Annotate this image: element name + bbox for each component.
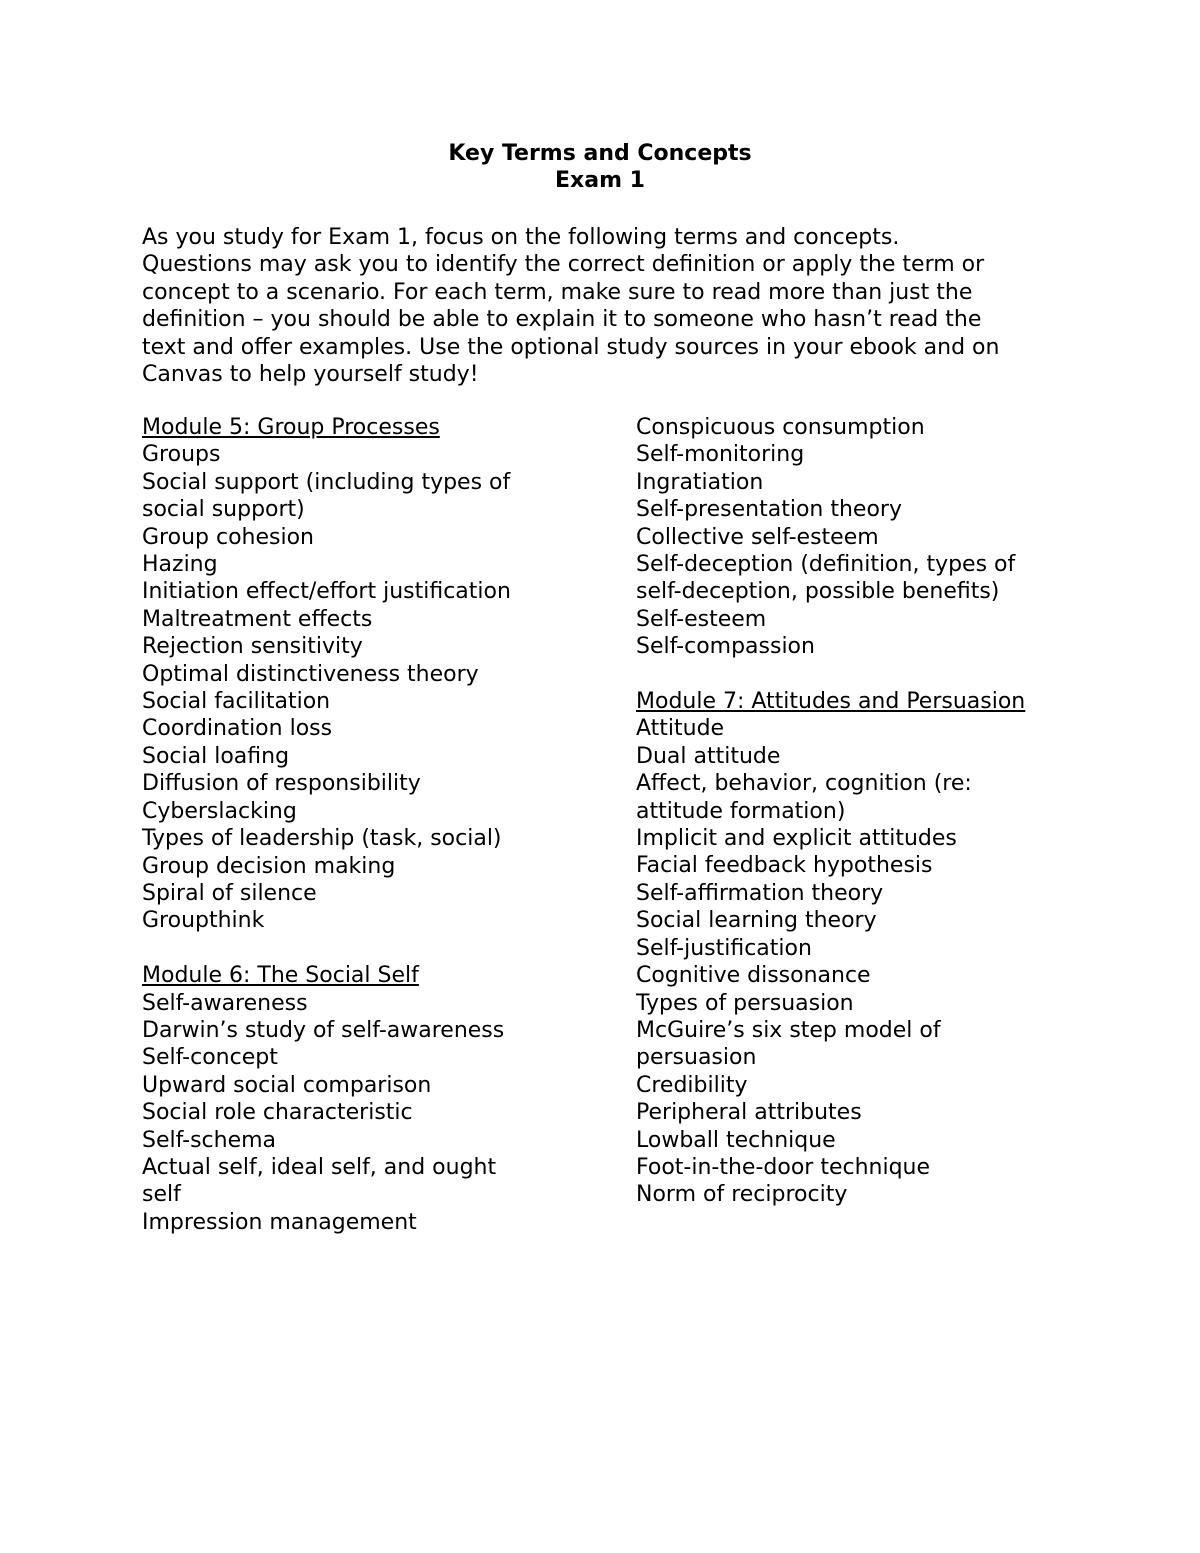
term-item: Types of persuasion: [636, 990, 854, 1016]
term-item: Dual attitude: [636, 743, 781, 769]
intro-line: Questions may ask you to identify the correct definition or apply the term or: [142, 252, 985, 278]
term-item: Social loafing: [142, 743, 290, 769]
term-item: Conspicuous consumption: [636, 415, 925, 440]
term-item: Self-presentation theory: [636, 497, 902, 523]
term-item: Initiation effect/effort justification: [142, 579, 511, 605]
term-item: Hazing: [142, 552, 218, 578]
page-title: Key Terms and Concepts: [448, 141, 752, 166]
term-item: Self-compassion: [636, 634, 815, 660]
term-item: attitude formation): [636, 798, 846, 824]
term-item: social support): [142, 497, 305, 523]
term-item: Diffusion of responsibility: [142, 771, 421, 797]
section-spacer: [142, 935, 612, 962]
term-item: Social facilitation: [142, 689, 331, 715]
term-item: Collective self-esteem: [636, 524, 879, 550]
term-item: Self-monitoring: [636, 442, 805, 468]
term-item: Groups: [142, 442, 221, 468]
term-item: Groupthink: [142, 908, 265, 934]
term-item: Group decision making: [142, 853, 396, 879]
term-item: Upward social comparison: [142, 1072, 432, 1098]
term-item: Optimal distinctiveness theory: [142, 661, 479, 687]
term-item: Social support (including types of: [142, 469, 511, 495]
term-item: Affect, behavior, cognition (re:: [636, 771, 972, 797]
section-spacer: [636, 661, 1106, 688]
term-item: Impression management: [142, 1209, 417, 1235]
term-item: self-deception, possible benefits): [636, 579, 1000, 605]
term-item: Group cohesion: [142, 524, 314, 550]
intro-line: As you study for Exam 1, focus on the following terms and concepts.: [142, 225, 900, 250]
term-item: Cognitive dissonance: [636, 963, 871, 989]
term-item: Coordination loss: [142, 716, 333, 742]
term-item: Spiral of silence: [142, 880, 317, 906]
module6-heading: Module 6: The Social Self: [142, 963, 419, 989]
term-item: Cyberslacking: [142, 798, 297, 824]
intro-paragraph: [142, 224, 1072, 388]
term-item: Implicit and explicit attitudes: [636, 826, 957, 852]
term-item: Social role characteristic: [142, 1100, 413, 1126]
right-column: [636, 414, 1106, 1209]
module5-heading: Module 5: Group Processes: [142, 415, 440, 440]
term-item: Ingratiation: [636, 469, 764, 495]
term-item: Self-schema: [142, 1127, 277, 1153]
term-item: Self-justification: [636, 935, 812, 961]
term-item: Facial feedback hypothesis: [636, 853, 933, 879]
term-item: self: [142, 1182, 181, 1208]
term-item: Norm of reciprocity: [636, 1182, 848, 1208]
term-item: Social learning theory: [636, 908, 877, 934]
title-block: [0, 140, 1200, 195]
intro-line: concept to a scenario. For each term, make sure to read more than just the: [142, 279, 973, 305]
intro-line: text and offer examples. Use the optional study sources in your ebook and on: [142, 334, 1000, 360]
term-item: Self-esteem: [636, 606, 767, 632]
intro-line: definition – you should be able to explain it to someone who hasn’t read the: [142, 307, 982, 333]
term-item: Self-concept: [142, 1045, 278, 1071]
term-item: Self-affirmation theory: [636, 880, 884, 906]
term-item: Maltreatment effects: [142, 606, 373, 632]
term-item: Peripheral attributes: [636, 1100, 862, 1126]
term-item: Credibility: [636, 1072, 748, 1098]
term-item: McGuire’s six step model of: [636, 1017, 941, 1043]
term-item: Types of leadership (task, social): [142, 826, 502, 852]
left-column: [142, 414, 612, 1236]
term-item: Actual self, ideal self, and ought: [142, 1154, 497, 1180]
term-item: Attitude: [636, 716, 725, 742]
page-subtitle: Exam 1: [555, 168, 645, 194]
term-item: Foot-in-the-door technique: [636, 1154, 931, 1180]
term-item: Darwin’s study of self-awareness: [142, 1017, 505, 1043]
term-item: Self-deception (definition, types of: [636, 552, 1016, 578]
term-item: Self-awareness: [142, 990, 308, 1016]
module7-heading: Module 7: Attitudes and Persuasion: [636, 689, 1026, 715]
intro-line: Canvas to help yourself study!: [142, 362, 479, 388]
term-item: Rejection sensitivity: [142, 634, 363, 660]
term-item: persuasion: [636, 1045, 757, 1071]
term-item: Lowball technique: [636, 1127, 836, 1153]
